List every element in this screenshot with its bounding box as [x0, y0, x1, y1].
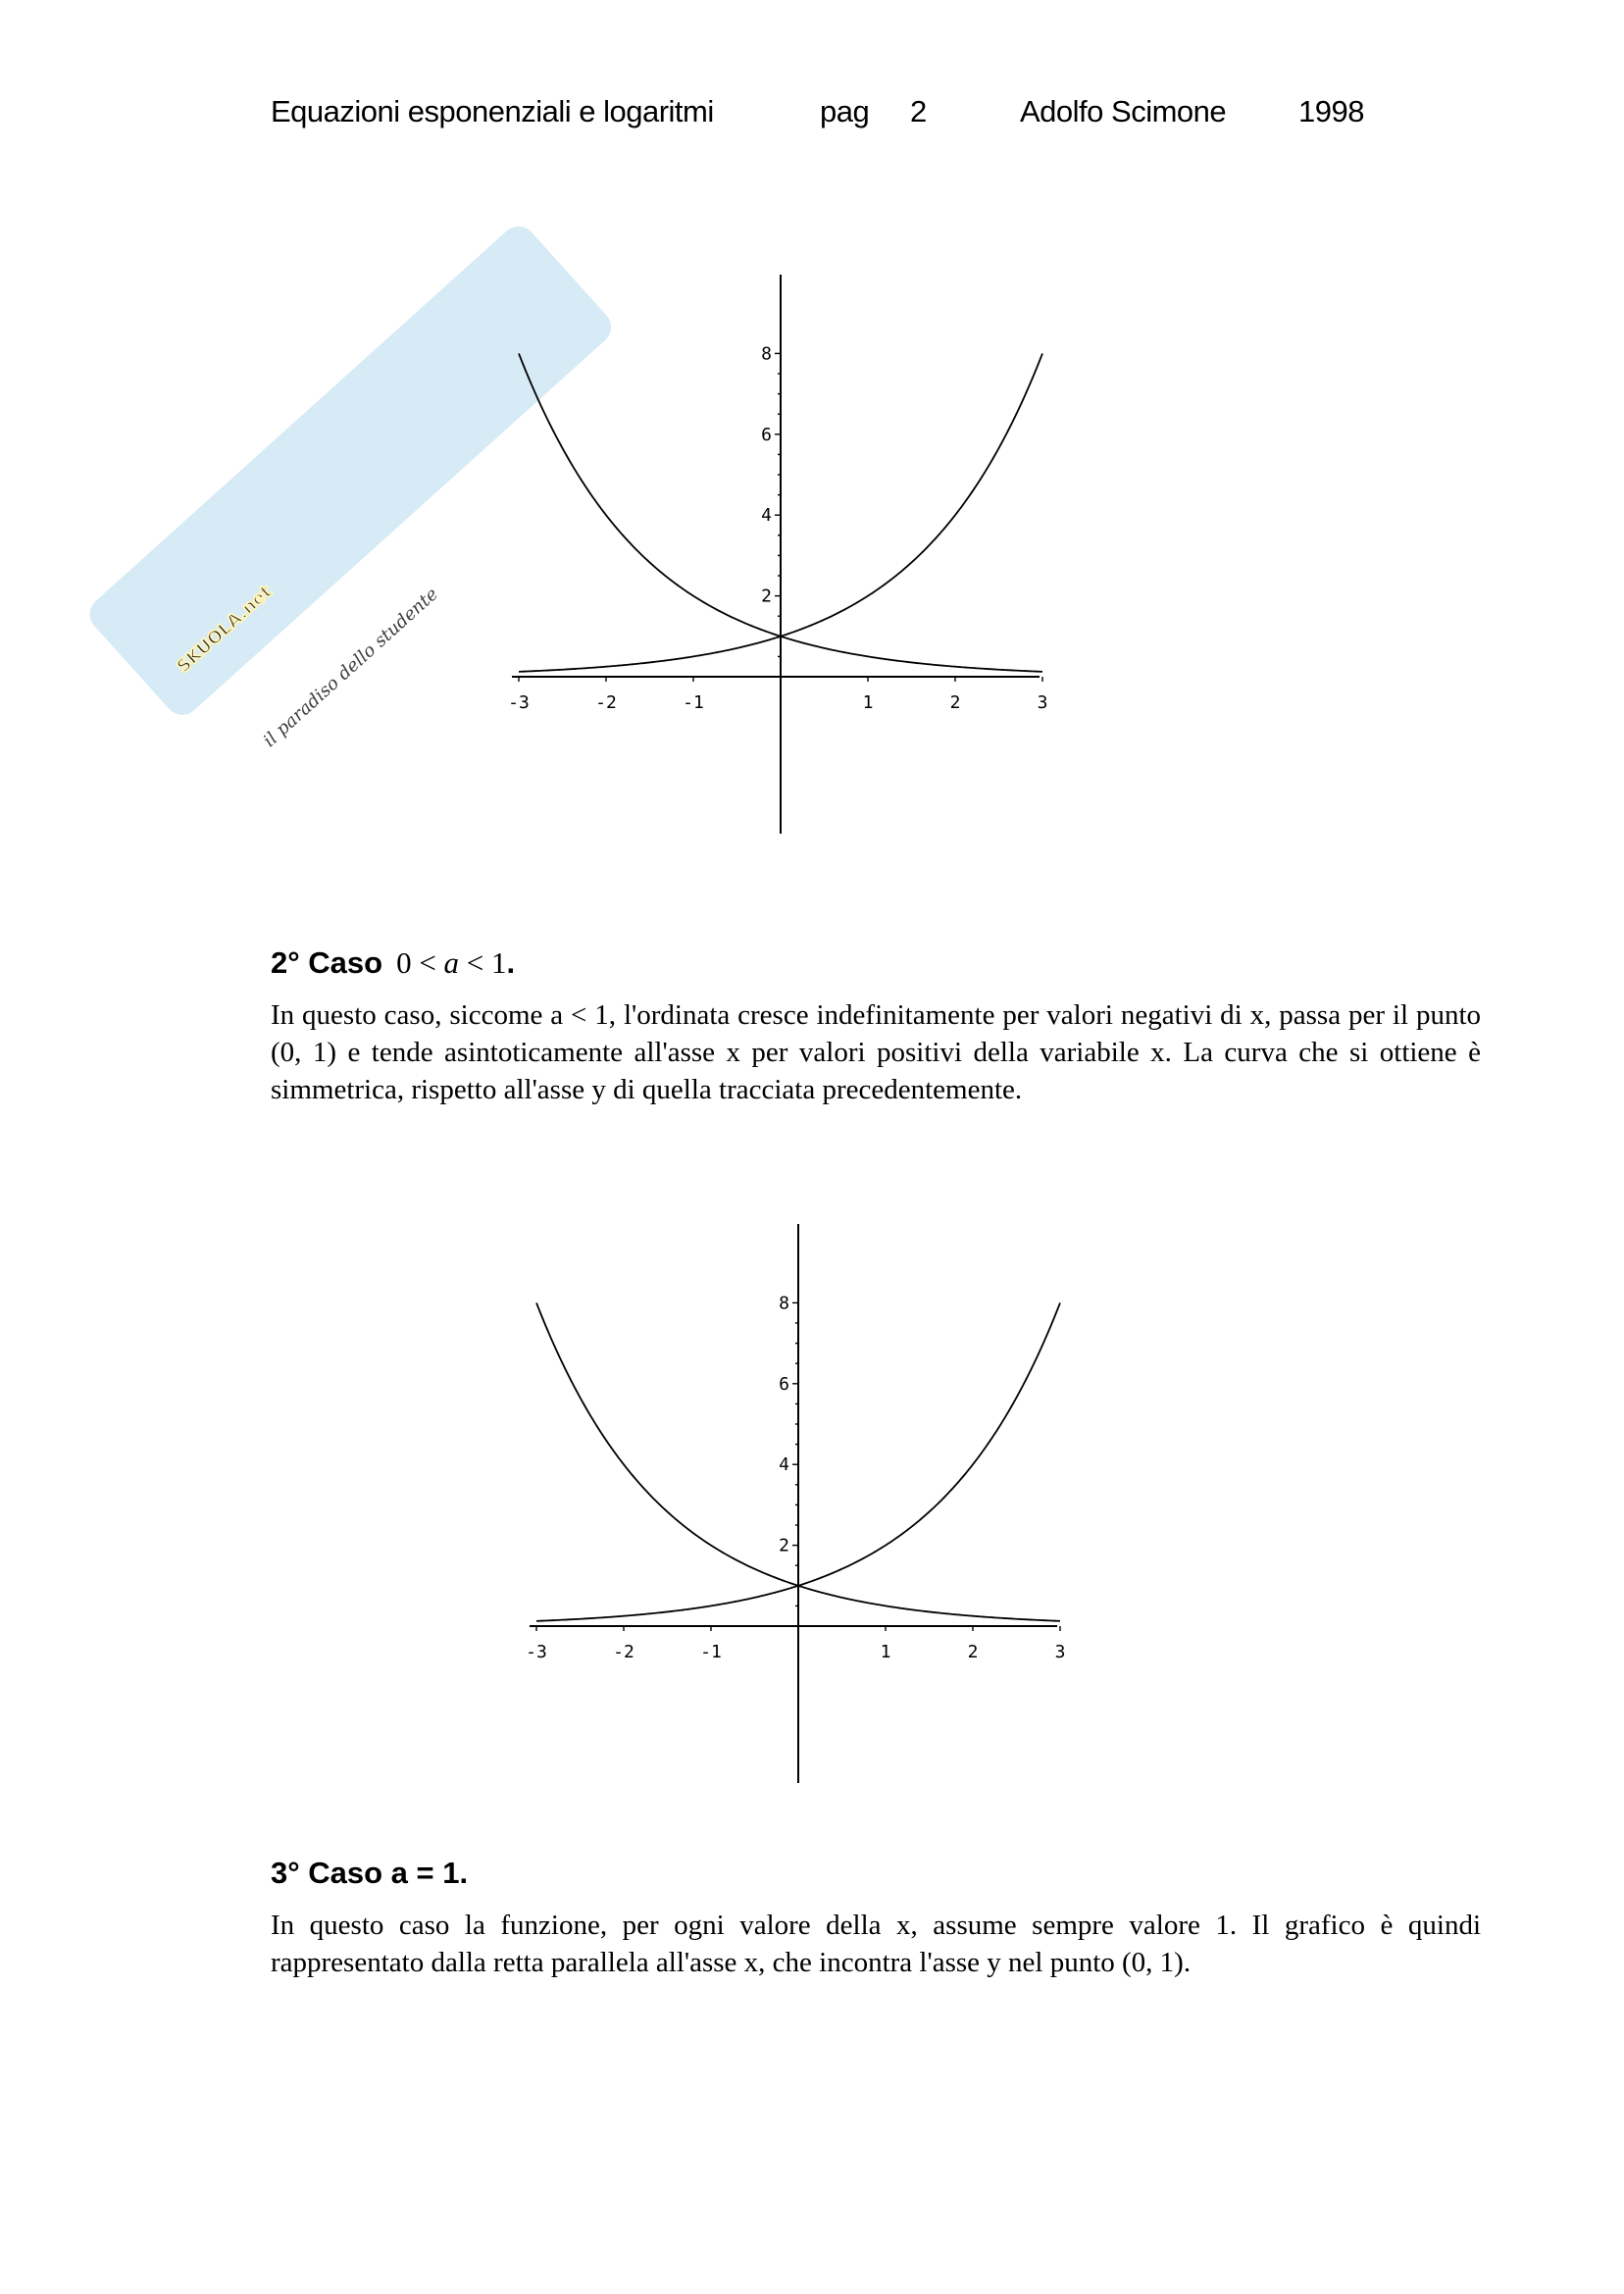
heading-math [396, 945, 506, 980]
section-case-2 [271, 943, 1481, 1108]
x-tick-label: 3 [1037, 692, 1048, 713]
math-right: < 1 [466, 945, 507, 980]
page-number: 2 [910, 94, 927, 128]
x-tick-label: 3 [1054, 1642, 1066, 1662]
x-tick-label: -3 [508, 692, 530, 713]
y-tick-label: 6 [761, 424, 772, 445]
y-tick-label: 2 [779, 1535, 789, 1556]
x-tick-label: 1 [862, 692, 874, 713]
x-tick-label: -1 [700, 1642, 722, 1662]
y-tick-label: 2 [761, 586, 772, 607]
section-body: In questo caso la funzione, per ogni valore della x, assume sempre valore 1. Il grafico è quindi rappresentato dalla retta parallela all'asse x, che incontra l'asse y nel punto (0, 1). [271, 1910, 1481, 1978]
x-tick-label: 2 [949, 692, 961, 713]
y-tick-label: 4 [761, 505, 772, 527]
year: 1998 [1298, 94, 1364, 128]
x-tick-label: 2 [967, 1642, 979, 1662]
document-title: Equazioni esponenziali e logaritmi [271, 94, 714, 128]
section-body: In questo caso, siccome a < 1, l'ordinata cresce indefinitamente per valori negativi di x, passa per il punto (0, 1) e tende asintoticamente all'asse x per valori positivi della variabile x. La curva che si ottiene è simmetrica, rispetto all'asse y di quella tracciata precedentemente. [271, 999, 1481, 1105]
section-case-3 [271, 1854, 1481, 1981]
page-label: pag [820, 94, 870, 128]
x-tick-label: 1 [880, 1642, 891, 1662]
y-tick-label: 8 [779, 1293, 789, 1314]
y-tick-label: 8 [761, 343, 772, 365]
section-heading: 3° Caso a = 1. [271, 1856, 469, 1890]
x-tick-label: -2 [613, 1642, 634, 1662]
author-name: Adolfo Scimone [1020, 94, 1227, 128]
heading-period: . [506, 945, 516, 980]
math-left: 0 < [396, 945, 436, 980]
y-tick-label: 6 [779, 1373, 789, 1395]
y-tick-label: 4 [779, 1454, 789, 1476]
section-heading [271, 943, 1481, 983]
x-tick-label: -1 [683, 692, 704, 713]
heading-label: 2° Caso [271, 945, 383, 980]
watermark-brand: SKUOLA.net [173, 581, 277, 678]
exponential-plot-1 [490, 267, 1079, 845]
exponential-plot-2 [508, 1216, 1096, 1795]
x-tick-label: -3 [526, 1642, 547, 1662]
x-tick-label: -2 [595, 692, 617, 713]
watermark-tagline: il paradiso dello studente [259, 584, 442, 752]
page-header [271, 94, 1369, 133]
math-var: a [443, 945, 460, 980]
